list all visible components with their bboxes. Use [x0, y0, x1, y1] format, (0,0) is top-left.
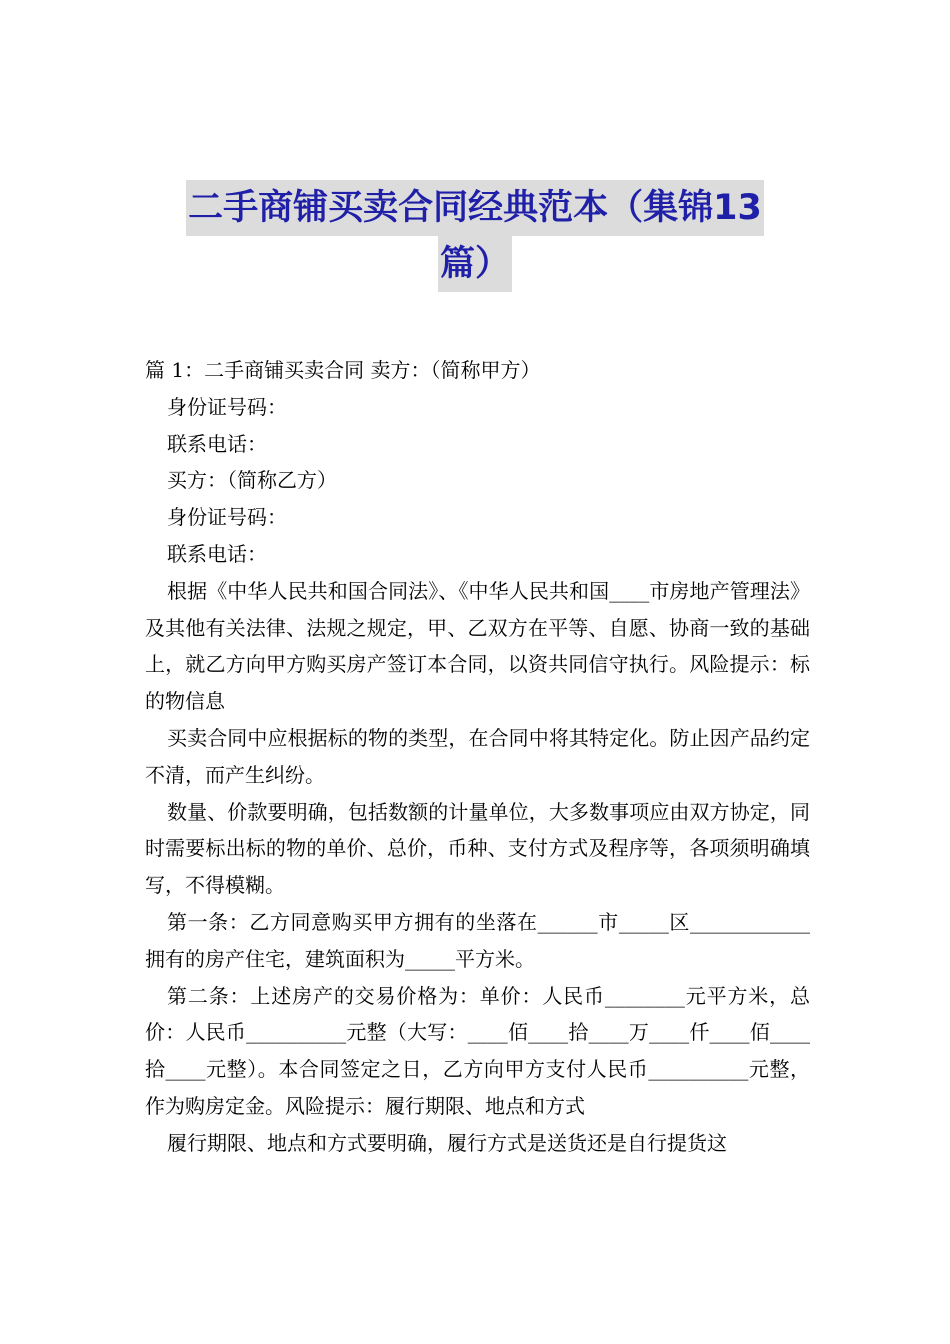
paragraph-buyer: 买方：（简称乙方） [167, 468, 337, 493]
paragraph-subject-matter: 买卖合同中应根据标的物的类型，在合同中将其特定化。防止因产品约定不清，而产生纠纷。 [145, 725, 810, 787]
paragraph-performance: 履行期限、地点和方式要明确，履行方式是送货还是自行提货这 [167, 1130, 727, 1155]
document-body [145, 352, 810, 1162]
paragraph-seller-id: 身份证号码： [167, 394, 287, 419]
document-title [150, 180, 800, 292]
paragraph-legal-basis: 根据《中华人民共和国合同法》、《中华人民共和国____市房地产管理法》及其他有关法律、法规之规定，甲、乙双方在平等、自愿、协商一致的基础上，就乙方向甲方购买房产签订本合同，以资共同信守执行。风险提示：标的物信息 [145, 578, 810, 714]
paragraph-quantity-price: 数量、价款要明确，包括数额的计量单位，大多数事项应由双方协定，同时需要标出标的物的单价、总价，币种、支付方式及程序等，各项须明确填写，不得模糊。 [145, 799, 810, 898]
paragraph-article-1: 第一条：乙方同意购买甲方拥有的坐落在______市_____区____________拥有的房产住宅，建筑面积为_____平方米。 [145, 909, 810, 971]
title-line-1: 二手商铺买卖合同经典范本（集锦13 [186, 180, 764, 236]
paragraph-buyer-phone: 联系电话： [167, 541, 267, 566]
title-line-2: 篇） [438, 236, 512, 292]
paragraph-seller-phone: 联系电话： [167, 431, 267, 456]
paragraph-section-header: 篇 1：二手商铺买卖合同 卖方：（简称甲方） [145, 358, 541, 382]
paragraph-buyer-id: 身份证号码： [167, 505, 287, 530]
paragraph-article-2: 第二条：上述房产的交易价格为：单价：人民币________元平方米，总价：人民币__________元整（大写：____佰____拾____万____仟____佰____拾____元整）。本合同签定之日，乙方向甲方支付人民币__________元整，作为购房定金。风险提示：履行期限、地点和方式 [145, 983, 810, 1118]
